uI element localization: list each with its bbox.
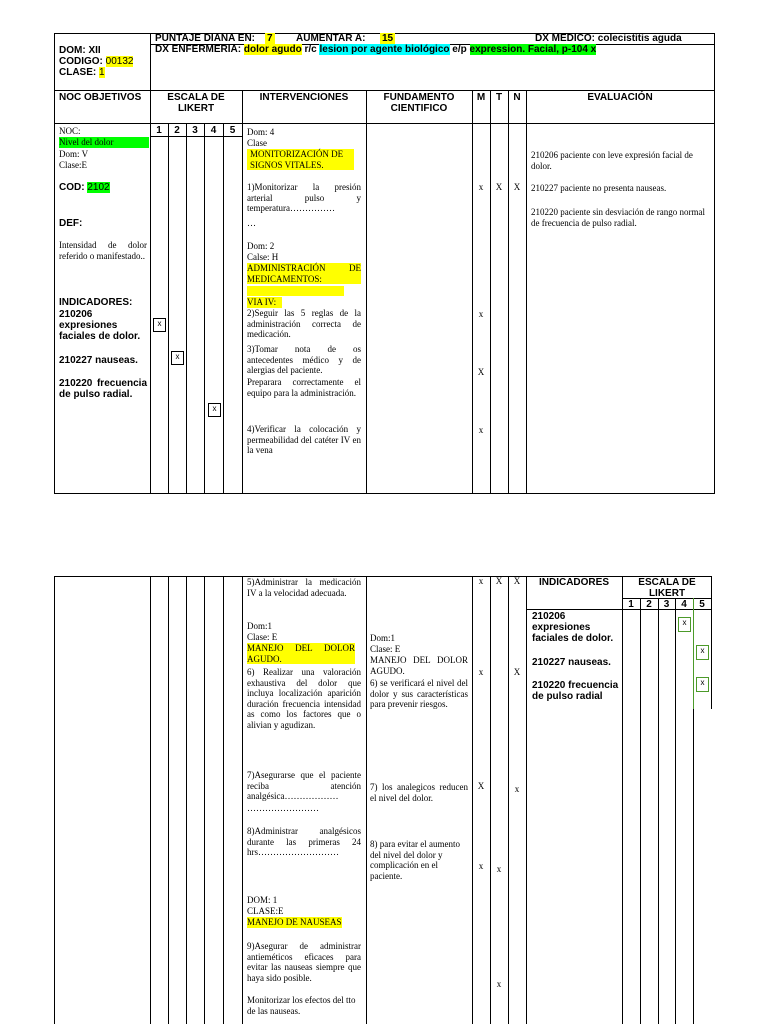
int-4: 4)Verificar la colocación y permeabilidad del catéter IV en la vena <box>247 424 361 455</box>
likert-4: 4 <box>210 125 217 136</box>
likert-2: 2 <box>174 125 180 136</box>
int-3b: Preparara correctamente el equipo para la administración. <box>247 377 361 398</box>
m-mark: x <box>478 425 484 435</box>
int-6: 6) Realizar una valoración exhaustiva del dolor que incluya localización aparición duración frecuencia intensidad as como los factores que o alivian y agudizan. <box>247 667 361 730</box>
puntaje-value: 7 <box>267 33 273 44</box>
int-dom1: Dom:1 <box>247 621 273 631</box>
t-mark: x <box>496 979 502 989</box>
codigo <box>59 56 133 67</box>
clase-label: CLASE: <box>59 67 97 78</box>
likert-3: 3 <box>192 125 198 136</box>
dx-enfermeria <box>155 44 596 55</box>
p2-indicador-3: 210220 frecuencia de pulso radial <box>532 680 619 702</box>
indicador-2: 210227 nauseas. <box>59 355 138 366</box>
int-administracion: ADMINISTRACIÓN DE MEDICAMENTOS: <box>247 263 361 284</box>
likert-mark: x <box>153 318 166 332</box>
int-8: 8)Administrar analgésicos durante las primeras 24 hrs……………………… <box>247 826 361 857</box>
col-n: N <box>513 92 521 103</box>
dx-enf-p1: dolor agudo <box>243 44 302 55</box>
fund-7: 7) los analegicos reducen el nivel del dolor. <box>370 782 468 803</box>
dx-enf-p5: expression. Facial, p-104 x <box>469 44 597 55</box>
aumentar-value: 15 <box>382 33 394 44</box>
int-manejo-dolor: MANEJO DEL DOLOR AGUDO. <box>247 643 355 664</box>
indicador-3: 210220 frecuencia de pulso radial. <box>59 378 147 400</box>
int-dom1b: DOM: 1 <box>247 895 278 905</box>
highlight-bar <box>247 286 344 296</box>
eval-3: 210220 paciente sin desviación de rango normal de frecuencia de pulso radial. <box>531 207 705 228</box>
n-mark: X <box>513 182 521 192</box>
n-mark: X <box>513 667 521 677</box>
fund-dom: Dom:1 <box>370 633 396 643</box>
aumentar-label: AUMENTAR A: <box>296 33 366 44</box>
t-mark: x <box>496 864 502 874</box>
noc-def-text: Intensidad de dolor referido o manifestado.. <box>59 240 147 261</box>
dx-enf-p2: r/c <box>304 44 317 55</box>
p2-indicador-1: 210206 expresiones faciales de dolor. <box>532 611 614 644</box>
dx-enf-label: DX ENFERMERIA: <box>155 44 242 55</box>
puntaje-label: PUNTAJE DIANA EN: <box>155 33 256 44</box>
eval-2: 210227 paciente no presenta nauseas. <box>531 183 667 193</box>
col-fundamento: FUNDAMENTO CIENTIFICO <box>383 92 455 114</box>
escala-header: ESCALA DE LIKERT <box>638 577 696 599</box>
fund-clase: Clase: E <box>370 644 401 654</box>
n-mark: x <box>514 784 520 794</box>
col-evaluacion: EVALUACIÓN <box>587 92 653 103</box>
eval-1: 210206 paciente con leve expresión facial de dolor. <box>531 150 693 171</box>
likert-3: 3 <box>663 599 670 610</box>
noc-def: DEF: <box>59 218 83 229</box>
int-1: 1)Monitorizar la presión arterial pulso y temperatura…………… <box>247 182 361 213</box>
col-m: M <box>476 92 486 103</box>
m-mark: x <box>478 309 484 319</box>
dx-medico: DX MEDICO: colecistitis aguda <box>535 33 682 44</box>
int-1b: … <box>247 218 256 228</box>
likert-mark: x <box>696 645 709 660</box>
noc-label: NOC: <box>59 126 81 136</box>
likert-mark: x <box>171 351 184 365</box>
int-clase: Clase <box>247 138 267 148</box>
likert-5: 5 <box>229 125 236 136</box>
cod-label: COD: <box>59 182 85 193</box>
m-mark: x <box>478 667 484 677</box>
codigo-label: CODIGO: <box>59 56 103 67</box>
likert-5: 5 <box>699 599 705 610</box>
indicadores-header: INDICADORES <box>538 577 609 588</box>
int-3: 3)Tomar nota de os antecedentes médico y de alergias del paciente. <box>247 344 361 375</box>
col-t: T <box>495 92 503 103</box>
likert-mark: x <box>678 617 691 632</box>
int-7: 7)Asegurarse que el paciente reciba atención analgésica……………… <box>247 770 361 801</box>
n-mark: X <box>513 576 521 586</box>
int-via: VIA IV: <box>247 297 282 308</box>
p2-indicador-2: 210227 nauseas. <box>532 657 611 668</box>
clase <box>59 67 105 78</box>
likert-2: 2 <box>646 599 652 610</box>
int-9: 9)Asegurar de administrar antieméticos eficaces para evitar las nauseas siempre que haya sido posible. <box>247 941 361 983</box>
clase-value: 1 <box>99 67 105 78</box>
m-mark: X <box>477 367 485 377</box>
m-mark: x <box>478 182 484 192</box>
cod-value: 2102 <box>87 182 110 193</box>
col-intervenciones: INTERVENCIONES <box>259 92 349 103</box>
int-monitorizacion: MONITORIZACIÓN DE SIGNOS VITALES. <box>247 149 354 170</box>
likert-1: 1 <box>156 125 162 136</box>
fund-6: 6) se verificará el nivel del dolor y sus características para prevenir riesgos. <box>370 678 468 709</box>
dx-enf-p3: lesion por agente biológico <box>319 44 450 55</box>
int-9b: Monitorizar los efectos del tto de las nauseas. <box>247 995 356 1016</box>
t-mark: X <box>495 182 503 192</box>
dom-xii: DOM: XII <box>59 45 101 56</box>
m-mark: x <box>478 576 484 586</box>
m-mark: x <box>478 861 484 871</box>
int-manejo-nauseas: MANEJO DE NAUSEAS <box>247 917 342 927</box>
fund-manejo: MANEJO DEL DOLOR AGUDO. <box>370 655 468 676</box>
int-dom2: Dom: 2 <box>247 241 275 251</box>
col-noc: NOC OBJETIVOS <box>59 92 142 103</box>
int-7b: …………………… <box>247 803 319 813</box>
fund-8: 8) para evitar el aumento del nivel del dolor y complicación en el paciente. <box>370 839 460 881</box>
col-escala: ESCALA DE LIKERT <box>167 92 225 114</box>
int-claseE: CLASE:E <box>247 906 284 916</box>
codigo-value: 00132 <box>105 56 134 67</box>
likert-4: 4 <box>681 599 687 610</box>
int-2: 2)Seguir las 5 reglas de la administración correcta de medicación. <box>247 308 361 339</box>
dx-enf-p4: e/p <box>452 44 467 55</box>
int-calse: Calse: H <box>247 252 279 262</box>
likert-mark: x <box>696 677 709 692</box>
t-mark: X <box>495 576 503 586</box>
int-dom4: Dom: 4 <box>247 127 275 137</box>
int-clase-e: Clase: E <box>247 632 278 642</box>
noc-clase: Clase:E <box>59 160 87 170</box>
noc-nivel: Nivel del dolor <box>59 137 149 148</box>
indicador-1: 210206 expresiones faciales de dolor. <box>59 309 141 342</box>
m-mark: X <box>477 781 485 791</box>
likert-1: 1 <box>628 599 634 610</box>
indicadores-label: INDICADORES: <box>59 297 133 308</box>
int-5: 5)Administrar la medicación IV a la velocidad adecuada. <box>247 577 361 598</box>
likert-mark: x <box>208 403 221 417</box>
noc-dom: Dom: V <box>59 149 89 159</box>
noc-cod <box>59 182 110 193</box>
